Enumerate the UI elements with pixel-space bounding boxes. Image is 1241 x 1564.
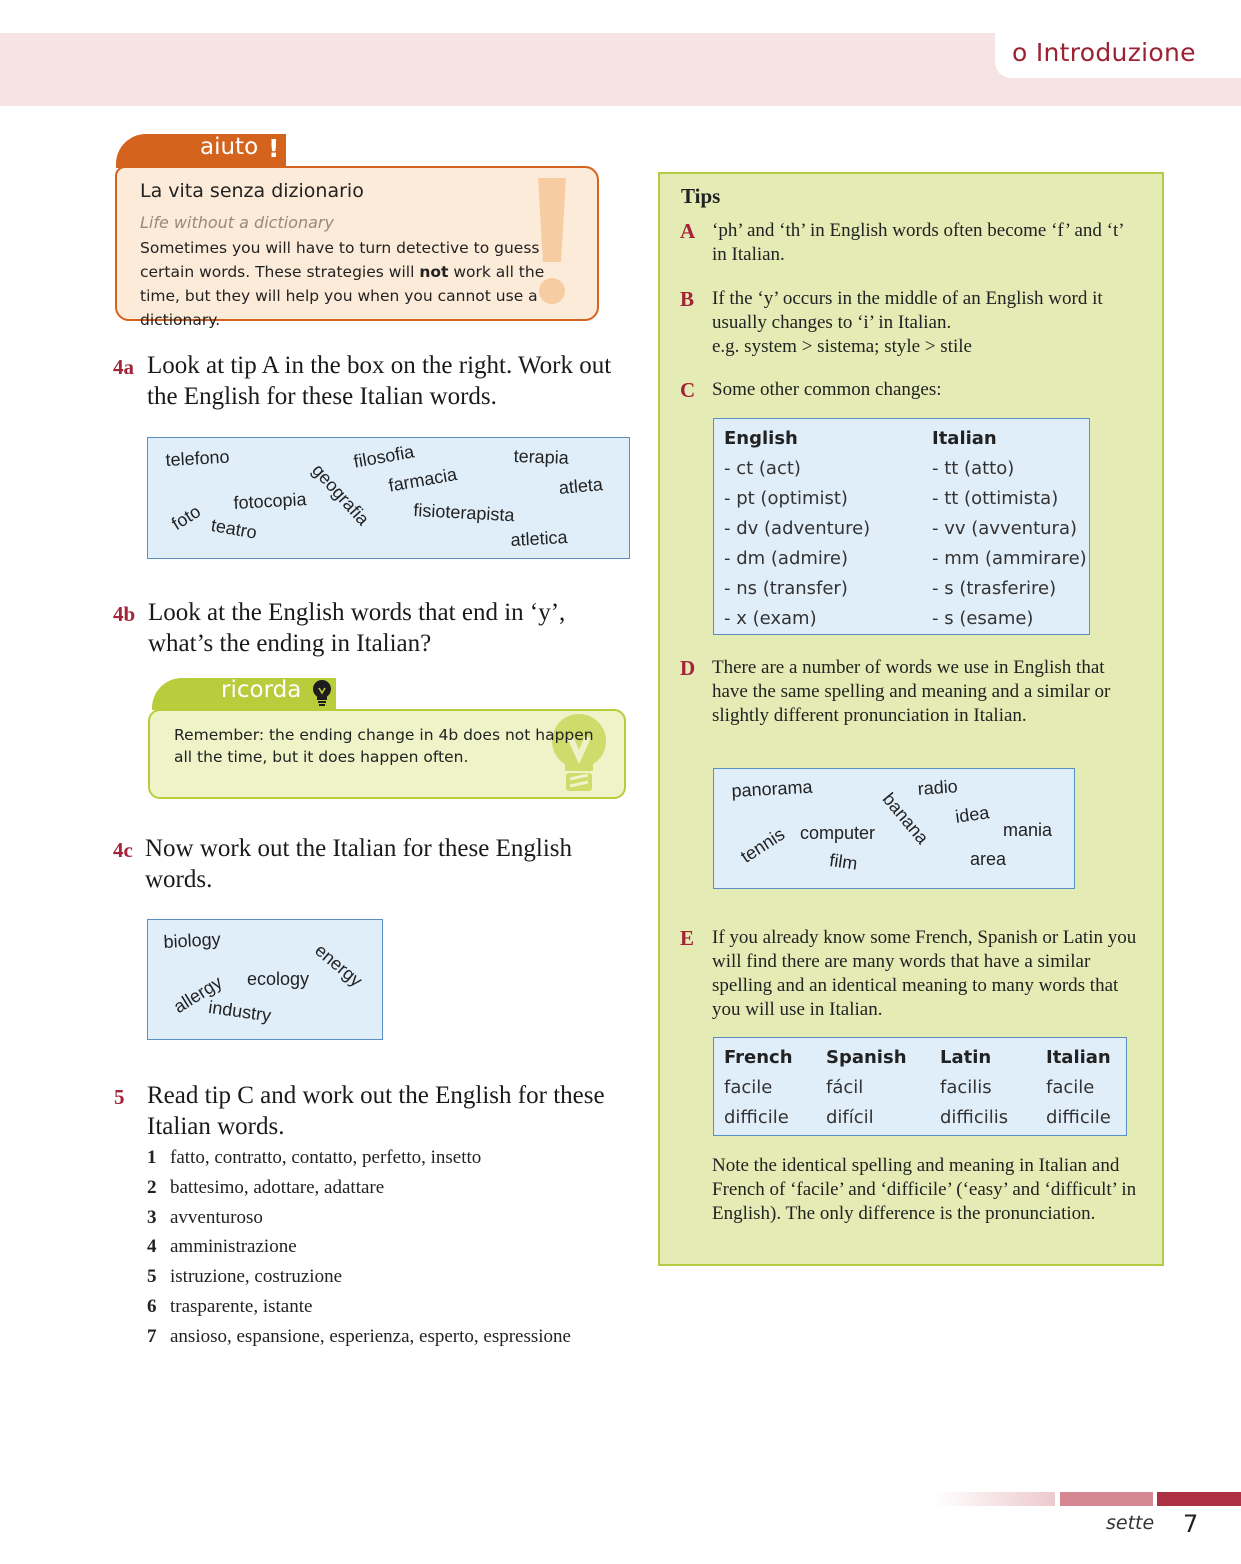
table-row [724, 603, 1087, 633]
exercise-4b-number: 4b [113, 602, 136, 626]
list-item-number: 5 [147, 1266, 157, 1287]
word-cloud-item: filosofia [352, 441, 416, 472]
tip-b-example: e.g. system > sistema; style > stile [712, 336, 972, 357]
aiuto-body [140, 236, 580, 332]
table-header-row [724, 1042, 1111, 1072]
chapter-title: o Introduzione [1012, 38, 1196, 67]
word-cloud-item: fisioterapista [412, 500, 515, 526]
table-row [724, 483, 1087, 513]
aiuto-body-part2: work all the time, but they will help you when you cannot use a dictionary. [140, 263, 545, 329]
word-cloud-item: fotocopia [233, 489, 308, 513]
word-cloud-item: terapia [513, 446, 570, 468]
word-box-4a [147, 437, 630, 559]
list-item: fatto, contratto, contatto, perfetto, insetto [170, 1147, 482, 1168]
footer-bar [935, 1492, 1055, 1506]
exercise-4a-number: 4a [113, 355, 134, 379]
aiuto-exclamation-icon: ! [268, 134, 280, 163]
list-item-number: 2 [147, 1177, 157, 1198]
list-item-number: 4 [147, 1236, 157, 1257]
page-number: 7 [1183, 1510, 1199, 1538]
tip-c-text: Some other common changes: [712, 379, 942, 400]
aiuto-title: La vita senza dizionario [140, 180, 364, 202]
aiuto-body-part1: Sometimes you will have to turn detective to guess certain words. These strategies will [140, 239, 540, 281]
word-cloud-item: telefono [165, 446, 231, 470]
table-cell: - ns (transfer) [724, 577, 848, 599]
tip-e-note: Note the identical spelling and meaning in Italian and French of ‘facile’ and ‘difficile’ (‘easy’ and ‘difficult’ in English). The only difference is the pronunciation. [712, 1155, 1137, 1224]
table-cell: fácil [826, 1076, 864, 1098]
table-row [724, 543, 1087, 573]
aiuto-body-bold: not [419, 263, 449, 281]
lightbulb-icon [311, 679, 333, 707]
tips-title: Tips [681, 184, 721, 208]
table-cell: difficile [724, 1106, 789, 1128]
exercise-4c-text: Now work out the Italian for these English words. [145, 835, 572, 893]
tip-c-letter: C [680, 378, 696, 402]
list-item-number: 3 [147, 1207, 157, 1228]
list-item-number: 7 [147, 1326, 157, 1347]
table-cell: - mm (ammirare) [932, 547, 1087, 569]
word-cloud-item: industry [207, 997, 273, 1026]
table-cell: - tt (atto) [932, 457, 1015, 479]
word-cloud-item: ecology [247, 969, 310, 989]
languages-table-box [713, 1037, 1127, 1136]
word-cloud-item: computer [800, 823, 876, 843]
tip-b-letter: B [680, 287, 695, 311]
aiuto-label: aiuto [200, 134, 259, 160]
table-cell: difficilis [940, 1106, 1009, 1128]
word-cloud-item: atletica [510, 527, 569, 550]
table-header: English [724, 427, 798, 449]
changes-table-box [713, 418, 1090, 635]
word-box-4c [147, 919, 383, 1040]
word-cloud-item: film [828, 850, 859, 874]
table-cell: difficile [1046, 1106, 1111, 1128]
table-row [724, 573, 1087, 603]
tip-e-text: If you already know some French, Spanish or Latin you will find there are many words that have a similar spelling and an identical meaning to many words that you will use in Italian. [712, 927, 1137, 1020]
word-cloud-item: foto [168, 501, 205, 534]
tip-a-text: ‘ph’ and ‘th’ in English words often become ‘f’ and ‘t’ in Italian. [712, 220, 1124, 265]
table-cell: difícil [826, 1106, 874, 1128]
list-item: istruzione, costruzione [170, 1266, 343, 1287]
table-cell: - s (trasferire) [932, 577, 1057, 599]
footer-bar [1060, 1492, 1153, 1506]
tip-d-letter: D [680, 656, 696, 680]
table-header: Italian [932, 427, 997, 449]
footer-bar [1157, 1492, 1241, 1506]
aiuto-subtitle: Life without a dictionary [140, 213, 334, 232]
table-cell: - x (exam) [724, 607, 817, 629]
exercise-5-number: 5 [114, 1085, 125, 1109]
table-cell: - s (esame) [932, 607, 1034, 629]
list-item: battesimo, adottare, adattare [170, 1177, 385, 1198]
changes-table [724, 423, 1087, 633]
tip-a-letter: A [680, 219, 696, 243]
word-cloud-item: mania [1003, 820, 1053, 840]
table-cell: - dv (adventure) [724, 517, 871, 539]
word-cloud-item: energy [311, 940, 367, 991]
ricorda-text: Remember: the ending change in 4b does not happen all the time, but it does happen often. [174, 726, 594, 766]
exercise-4a-text: Look at tip A in the box on the right. Work out the English for these Italian words. [147, 352, 612, 410]
table-cell: facile [1046, 1076, 1095, 1098]
word-cloud-item: panorama [731, 776, 813, 801]
word-cloud-item: biology [163, 929, 222, 952]
word-cloud-item: geografia [308, 460, 374, 530]
tip-d-text: There are a number of words we use in English that have the same spelling and meaning and a similar or slightly different pronunciation in Italian. [712, 657, 1111, 726]
table-cell: facile [724, 1076, 773, 1098]
list-item-number: 1 [147, 1147, 157, 1168]
languages-table [724, 1042, 1111, 1132]
word-cloud-item: banana [878, 789, 933, 848]
word-cloud-item: atleta [558, 474, 604, 498]
list-item: amministrazione [170, 1236, 297, 1257]
list-item: ansioso, espansione, esperienza, esperto, espressione [170, 1326, 571, 1347]
page-word: sette [1106, 1512, 1155, 1534]
word-cloud-item: farmacia [387, 464, 459, 496]
table-cell: - vv (avventura) [932, 517, 1078, 539]
tip-e-letter: E [680, 926, 695, 950]
word-box-d [713, 768, 1075, 889]
table-row [724, 513, 1087, 543]
list-item: avventuroso [170, 1207, 263, 1228]
table-cell: - dm (admire) [724, 547, 849, 569]
exercise-4b-text: Look at the English words that end in ‘y’, what’s the ending in Italian? [148, 599, 566, 657]
table-row [724, 453, 1087, 483]
table-cell: - pt (optimist) [724, 487, 848, 509]
word-cloud-item: teatro [209, 515, 259, 543]
table-header-row [724, 423, 1087, 453]
table-header: French [724, 1046, 793, 1068]
word-cloud-item: idea [954, 802, 991, 827]
table-header: Latin [940, 1046, 992, 1068]
exercise-5-text: Read tip C and work out the English for these Italian words. [147, 1082, 605, 1140]
table-cell: facilis [940, 1076, 992, 1098]
exercise-4c-number: 4c [113, 838, 133, 862]
table-header: Spanish [826, 1046, 907, 1068]
list-item-number: 6 [147, 1296, 157, 1317]
list-item: trasparente, istante [170, 1296, 313, 1317]
table-row [724, 1102, 1111, 1132]
word-cloud-item: radio [917, 776, 959, 799]
ricorda-label: ricorda [221, 677, 302, 703]
table-cell: - ct (act) [724, 457, 801, 479]
tip-b-text: If the ‘y’ occurs in the middle of an English word it usually changes to ‘i’ in Italian. [712, 288, 1103, 333]
table-cell: - tt (ottimista) [932, 487, 1059, 509]
word-cloud-item: area [970, 849, 1007, 869]
table-header: Italian [1046, 1046, 1111, 1068]
word-cloud-item: allergy [170, 971, 226, 1017]
table-row [724, 1072, 1111, 1102]
word-cloud-item: tennis [737, 823, 789, 867]
